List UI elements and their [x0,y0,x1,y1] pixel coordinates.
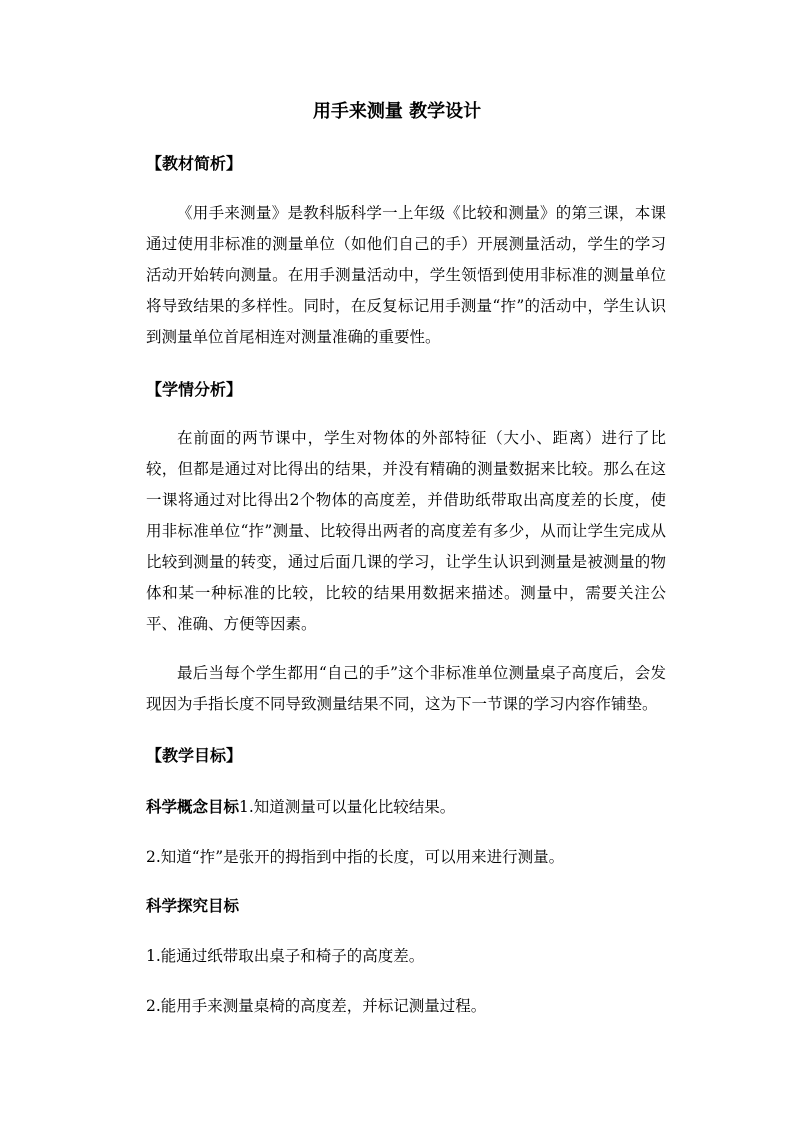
section-heading-teaching-goals: 【教学目标】 [146,746,243,765]
textbook-analysis-paragraph: 《用手来测量》是教科版科学一上年级《比较和测量》的第三课，本课通过使用非标准的测量单位（如他们自己的手）开展测量活动，学生的学习活动开始转向测量。在用手测量活动中，学生领悟到使用非标准的测量单位将导致结果的多样性。同时，在反复标记用手测量“拃”的活动中，学生认识到测量单位首尾相连对测量准确的重要性。 [146,204,666,346]
concept-goal-item-1: 1.知道测量可以量化比较结果。 [239,798,456,816]
inquiry-goal-item-2: 2.能用手来测量桌椅的高度差，并标记测量过程。 [146,997,487,1015]
student-analysis-paragraph-1: 在前面的两节课中，学生对物体的外部特征（大小、距离）进行了比较，但都是通过对比得出的结果，并没有精确的测量数据来比较。那么在这一课将通过对比得出2个物体的高度差，并借助纸带取出高度差的长度，使用非标准单位“拃”测量、比较得出两者的高度差有多少，从而让学生完成从比较到测量的转变，通过后面几课的学习，让学生认识到测量是被测量的物体和某一种标准的比较，比较的结果用数据来描述。测量中，需要关注公平、准确、方便等因素。 [146,429,666,633]
concept-goal-item-2: 2.知道“拃”是张开的拇指到中指的长度，可以用来进行测量。 [146,848,565,866]
inquiry-goal-label: 科学探究目标 [146,896,240,915]
concept-goal-label: 科学概念目标 [146,797,240,816]
section-heading-student-analysis: 【学情分析】 [146,380,243,399]
student-analysis-paragraph-2: 最后当每个学生都用“自己的手”这个非标准单位测量桌子高度后，会发现因为手指长度不同导致测量结果不同，这为下一节课的学习内容作铺垫。 [146,664,666,713]
inquiry-goal-item-1: 1.能通过纸带取出桌子和椅子的高度差。 [146,947,425,965]
document-title: 用手来测量 教学设计 [312,101,482,122]
section-heading-textbook-analysis: 【教材简析】 [146,154,243,173]
concept-goal-line [146,795,666,819]
